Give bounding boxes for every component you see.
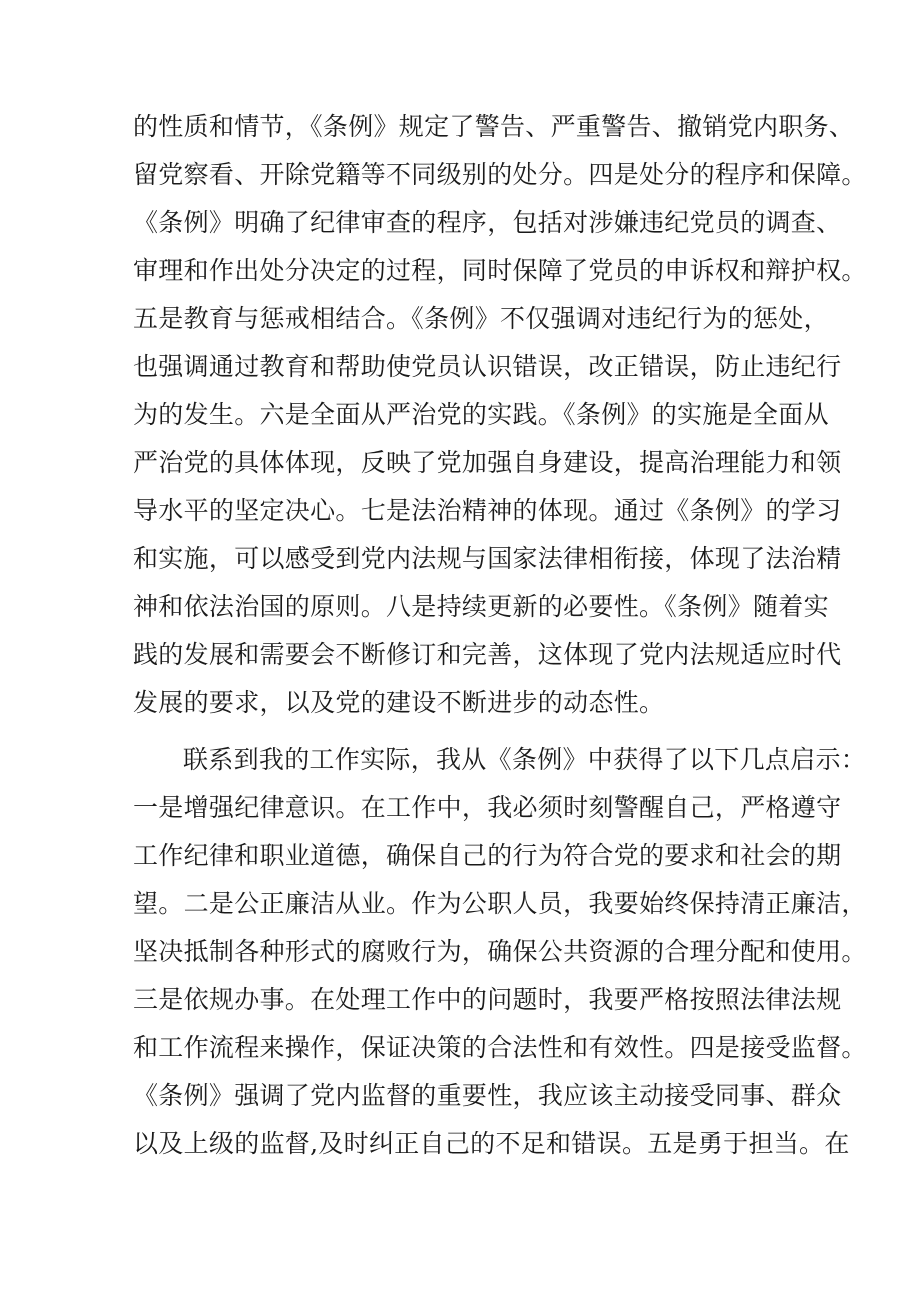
paragraph-1-line-12: 践的发展和需要会不断修订和完善，这体现了党内法规适应时代 [133, 640, 842, 669]
paragraph-1-line-10: 和实施，可以感受到党内法规与国家法律相衔接，体现了法治精 [133, 544, 842, 573]
paragraph-1-line-3: 《条例》明确了纪律审查的程序，包括对涉嫌违纪党员的调查、 [133, 208, 842, 237]
paragraph-1-line-6: 也强调通过教育和帮助使党员认识错误，改正错误，防止违纪行 [133, 352, 842, 381]
paragraph-1-line-2: 留党察看、开除党籍等不同级别的处分。四是处分的程序和保障。 [133, 160, 867, 189]
paragraph-2-line-6: 三是依规办事。在处理工作中的问题时，我要严格按照法律法规 [133, 985, 842, 1014]
paragraph-2-line-4: 望。二是公正廉洁从业。作为公职人员，我要始终保持清正廉洁， [133, 889, 867, 918]
paragraph-2-line-1: 联系到我的工作实际，我从《条例》中获得了以下几点启示： [183, 745, 867, 774]
paragraph-1-line-4: 审理和作出处分决定的过程，同时保障了党员的申诉权和辩护权。 [133, 256, 867, 285]
paragraph-1-line-1: 的性质和情节，《条例》规定了警告、严重警告、撤销党内职务、 [133, 112, 855, 141]
paragraph-2-line-2: 一是增强纪律意识。在工作中，我必须时刻警醒自己，严格遵守 [133, 793, 842, 822]
paragraph-2-line-3: 工作纪律和职业道德，确保自己的行为符合党的要求和社会的期 [133, 841, 842, 870]
paragraph-1-line-11: 神和依法治国的原则。八是持续更新的必要性。《条例》随着实 [133, 592, 829, 621]
paragraph-2-line-5: 坚决抵制各种形式的腐败行为，确保公共资源的合理分配和使用。 [133, 937, 867, 966]
paragraph-2-line-9: 以及上级的监督,及时纠正自己的不足和错误。五是勇于担当。在 [133, 1129, 850, 1158]
paragraph-2-line-7: 和工作流程来操作，保证决策的合法性和有效性。四是接受监督。 [133, 1033, 867, 1062]
paragraph-1-line-5: 五是教育与惩戒相结合。《条例》不仅强调对违纪行为的惩处， [133, 304, 829, 333]
paragraph-1-line-13: 发展的要求，以及党的建设不断进步的动态性。 [133, 688, 665, 717]
paragraph-1-line-8: 严治党的具体体现，反映了党加强自身建设，提高治理能力和领 [133, 448, 842, 477]
paragraph-2-line-8: 《条例》强调了党内监督的重要性，我应该主动接受同事、群众 [133, 1081, 842, 1110]
paragraph-1-line-9: 导水平的坚定决心。七是法治精神的体现。通过《条例》的学习 [133, 496, 842, 525]
paragraph-1-line-7: 为的发生。六是全面从严治党的实践。《条例》的实施是全面从 [133, 400, 829, 429]
